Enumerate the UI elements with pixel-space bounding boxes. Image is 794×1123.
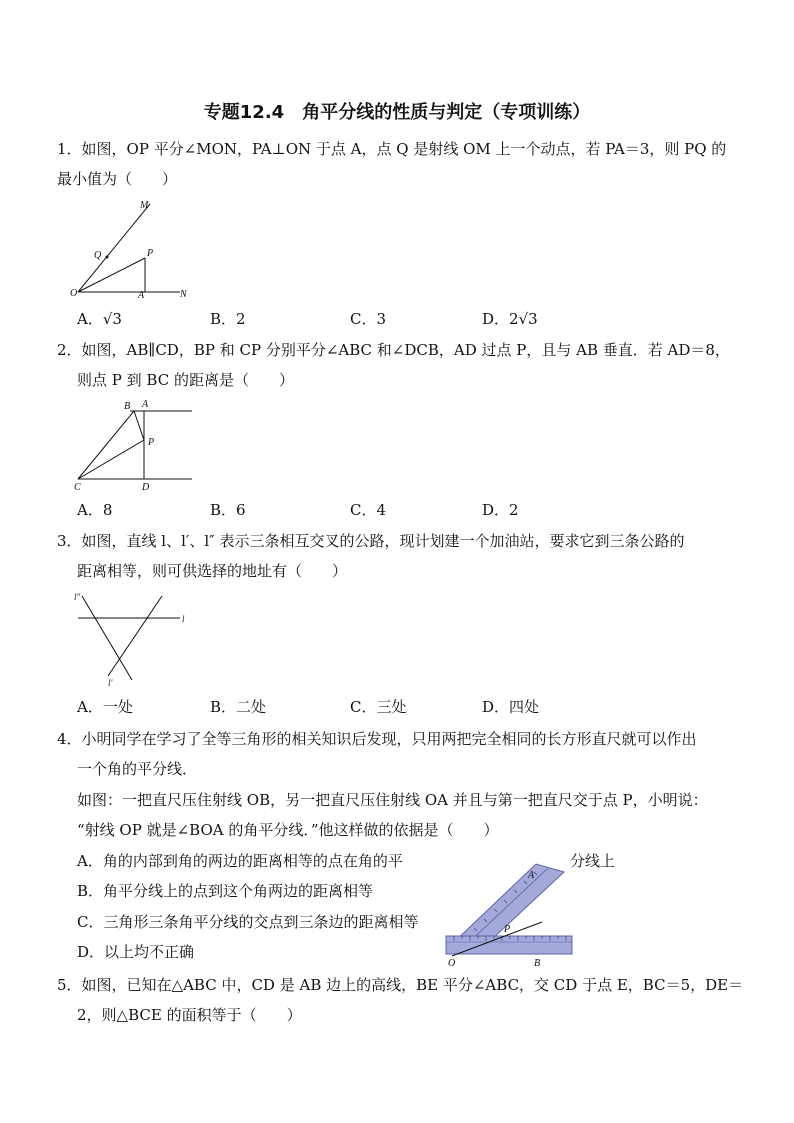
q2-option-d: D．2 [482, 501, 519, 519]
q2-option-c: C．4 [350, 501, 387, 519]
road-l-prime [108, 596, 162, 676]
q4-option-b: B．角平分线上的点到这个角两边的距离相等 [77, 882, 374, 900]
q4-stem-line3: 如图：一把直尺压住射线 OB，另一把直尺压住射线 OA 并且与第一把直尺交于点 P，小明说： [77, 791, 708, 809]
label-l-prime: l′ [108, 678, 113, 688]
label-o: O [70, 288, 78, 299]
label-l: l [182, 614, 185, 624]
q3-option-b: B．二处 [210, 698, 267, 716]
q4-option-d: D．以上均不正确 [77, 943, 195, 961]
label-p: P [147, 248, 154, 259]
q4-option-a-part1: A．角的内部到角的两边的距离相等的点在角的平 [77, 852, 403, 870]
q3-option-a: A．一处 [77, 698, 133, 716]
segment-bp [134, 411, 144, 440]
q3-option-d: D．四处 [482, 698, 540, 716]
road-l-double-prime [82, 596, 132, 680]
q2-figure [72, 396, 197, 494]
q5-stem-line1: 5．如图，已知在△ABC 中，CD 是 AB 边上的高线，BE 平分∠ABC，交 CD 于点 E，BC＝5，DE＝ [57, 976, 744, 994]
q1-option-d: D．2√3 [482, 310, 538, 328]
label-b: B [124, 401, 131, 412]
ray-om [78, 204, 150, 292]
label-l-double-prime: l″ [74, 592, 81, 602]
q3-figure [70, 588, 195, 688]
label-m: M [140, 200, 149, 211]
q4-option-c: C．三角形三条角平分线的交点到三条边的距离相等 [77, 913, 419, 931]
segment-bc [78, 411, 134, 479]
q4-option-a-part2: 分线上 [570, 852, 616, 870]
label-a: A [142, 399, 149, 410]
q2-stem-line1: 2．如图，AB∥CD，BP 和 CP 分别平分∠ABC 和∠DCB，AD 过点 P，且与 AB 垂直．若 AD＝8， [57, 341, 730, 359]
q5-stem-line2: 2，则△BCE 的面积等于（ ） [77, 1006, 302, 1024]
label-a: A [528, 870, 535, 881]
q3-option-c: C．三处 [350, 698, 407, 716]
q4-stem-line2: 一个角的平分线． [77, 760, 198, 778]
q4-rulers-figure [444, 862, 574, 968]
q4-stem-line4: “射线 OP 就是∠BOA 的角平分线．”他这样做的依据是（ ） [77, 821, 499, 839]
label-c: C [74, 482, 81, 493]
q1-stem-line2: 最小值为（ ） [57, 170, 178, 188]
q4-stem-line1: 4．小明同学在学习了全等三角形的相关知识后发现，只用两把完全相同的长方形直尺就可以作出 [57, 730, 697, 748]
label-q: Q [94, 250, 102, 261]
page-title: 专题12.4 角平分线的性质与判定（专项训练） [203, 102, 591, 123]
q1-option-b: B．2 [210, 310, 246, 328]
label-n: N [180, 289, 187, 300]
label-a: A [138, 290, 145, 301]
q2-option-a: A．8 [77, 501, 113, 519]
q1-option-a: A．√3 [77, 310, 122, 328]
q3-stem-line2: 距离相等，则可供选择的地址有（ ） [77, 562, 348, 580]
q3-stem-line1: 3．如图，直线 l、l′、l″ 表示三条相互交叉的公路，现计划建一个加油站，要求它到三条公路的 [57, 532, 685, 550]
label-d: D [142, 482, 150, 493]
q2-stem-line2: 则点 P 到 BC 的距离是（ ） [77, 371, 294, 389]
q1-option-c: C．3 [350, 310, 387, 328]
label-b: B [534, 958, 541, 969]
q2-option-b: B．6 [210, 501, 246, 519]
point-q [106, 256, 109, 259]
label-p: P [148, 437, 155, 448]
segment-cp [78, 440, 144, 479]
q1-stem-line1: 1．如图，OP 平分∠MON，PA⊥ON 于点 A，点 Q 是射线 OM 上一个动点，若 PA＝3，则 PQ 的 [57, 140, 727, 158]
label-o: O [448, 958, 456, 969]
label-p: P [504, 924, 511, 935]
q1-figure [70, 196, 200, 302]
ray-op [78, 258, 145, 292]
